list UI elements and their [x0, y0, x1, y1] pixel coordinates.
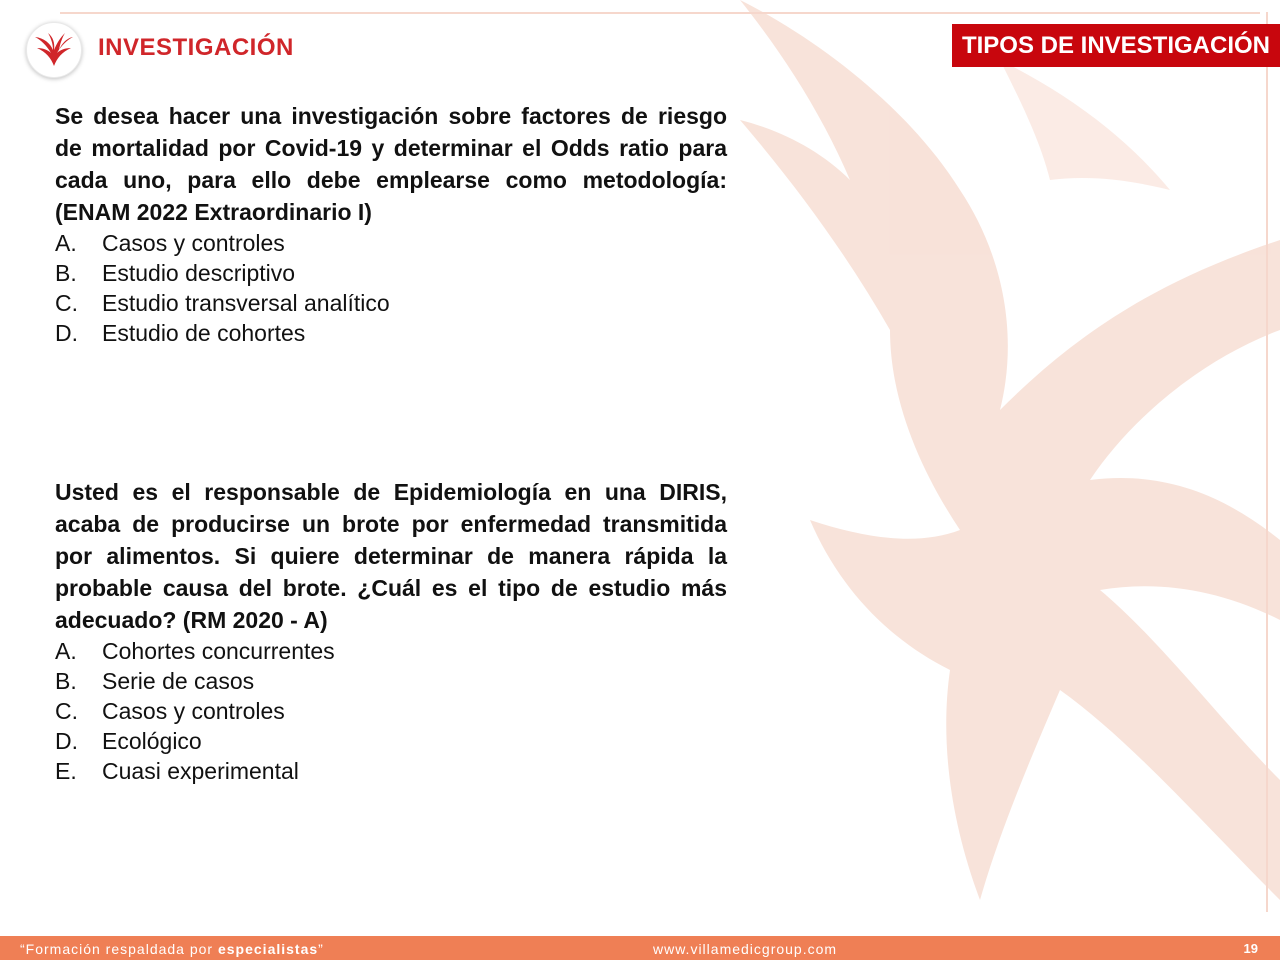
option-letter: A.: [55, 230, 77, 256]
option-text: Serie de casos: [102, 668, 255, 694]
option-text: Estudio de cohortes: [102, 320, 306, 346]
option-letter: B.: [55, 260, 77, 286]
phoenix-watermark-icon: [700, 0, 1280, 930]
option-letter: D.: [55, 320, 78, 346]
option-item: [55, 318, 727, 348]
option-text: Estudio transversal analítico: [102, 290, 390, 316]
option-text: Casos y controles: [102, 698, 285, 724]
option-letter: B.: [55, 668, 77, 694]
option-item: [55, 726, 727, 756]
section-badge: TIPOS DE INVESTIGACIÓN: [952, 24, 1280, 67]
option-item: [55, 258, 727, 288]
frame-right-line: [1266, 12, 1268, 912]
option-letter: D.: [55, 728, 78, 754]
footer-slogan: [20, 936, 324, 962]
option-text: Ecológico: [102, 728, 202, 754]
footer-slogan-end: ”: [318, 941, 324, 957]
question-stem: Usted es el responsable de Epidemiología en una DIRIS, acaba de producirse un brote por enfermedad transmitida por alimentos. Si quiere determinar de manera rápida la probable causa del brote. ¿Cuál es el tipo de estudio más adecuado? (RM 2020 - A): [55, 479, 727, 633]
option-item: [55, 636, 727, 666]
option-item: [55, 696, 727, 726]
option-text: Cuasi experimental: [102, 758, 299, 784]
footer-slogan-bold: especialistas: [217, 941, 319, 957]
option-item: [55, 288, 727, 318]
brand-title: INVESTIGACIÓN: [98, 34, 294, 61]
option-list: [55, 636, 727, 786]
question-stem: Se desea hacer una investigación sobre factores de riesgo de mortalidad por Covid-19 y determinar el Odds ratio para cada uno, para ello debe emplearse como metodología: (ENAM 2022 Extraordinario I): [55, 103, 727, 225]
footer-url[interactable]: www.villamedicgroup.com: [653, 941, 838, 957]
option-item: [55, 756, 727, 786]
phoenix-icon: [34, 32, 74, 68]
logo: [26, 22, 82, 78]
option-item: [55, 666, 727, 696]
option-letter: A.: [55, 638, 77, 664]
option-letter: E.: [55, 758, 77, 784]
footer-slogan-start: “Formación respaldada por: [20, 941, 218, 957]
question-block-2: [55, 476, 727, 786]
option-letter: C.: [55, 290, 78, 316]
option-text: Cohortes concurrentes: [102, 638, 335, 664]
question-block-1: [55, 100, 727, 348]
footer-bar: [0, 936, 1280, 960]
option-text: Casos y controles: [102, 230, 285, 256]
option-letter: C.: [55, 698, 78, 724]
frame-top-line: [60, 12, 1260, 14]
option-list: [55, 228, 727, 348]
page-number: 19: [1243, 941, 1258, 956]
option-text: Estudio descriptivo: [102, 260, 296, 286]
option-item: [55, 228, 727, 258]
